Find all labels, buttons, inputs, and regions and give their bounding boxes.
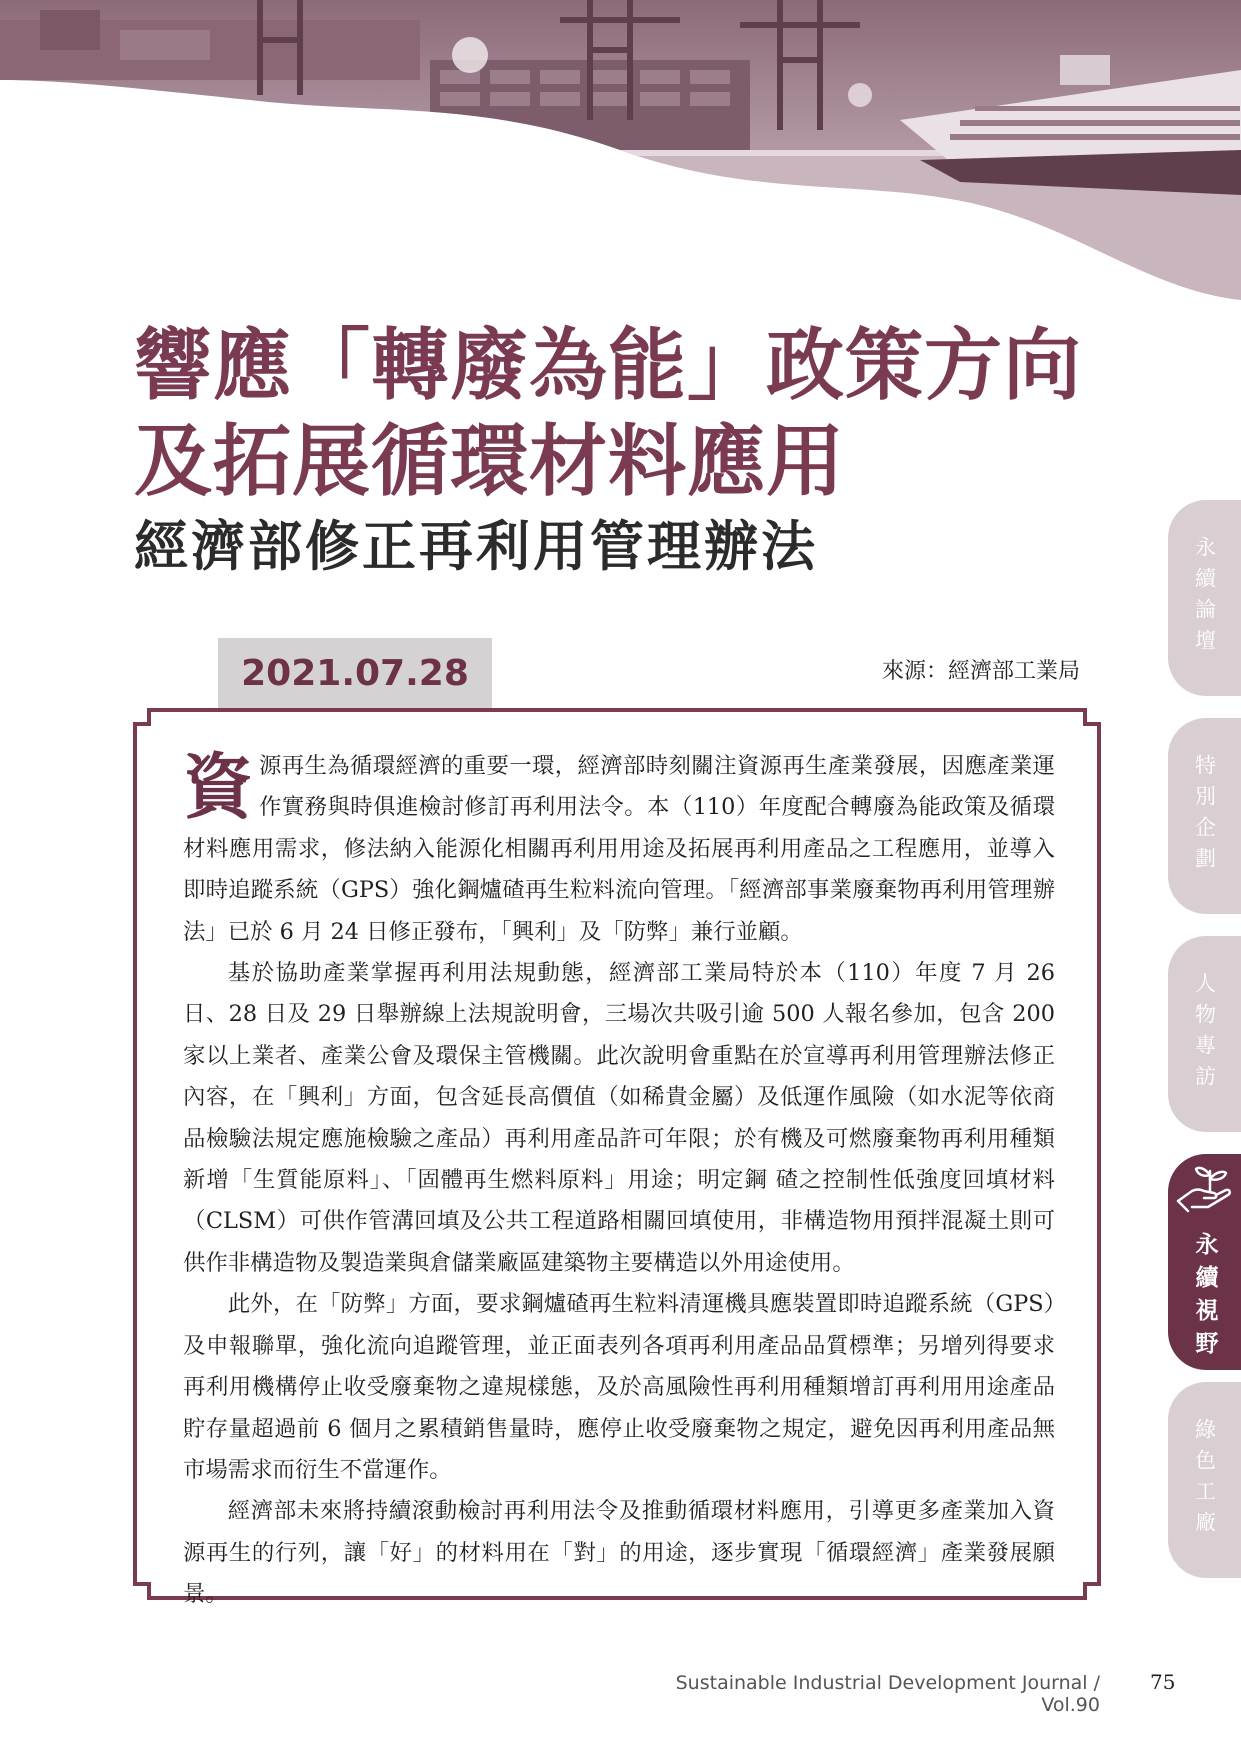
journal-footer: Sustainable Industrial Development Journal / Vol.90 <box>675 1672 1100 1716</box>
side-tab-label: 特別企劃 <box>1192 754 1217 878</box>
article-subtitle: 經濟部修正再利用管理辦法 <box>134 515 818 578</box>
port-and-cruise-ship-image <box>0 0 1241 310</box>
drop-cap: 資 <box>183 745 253 828</box>
article-title <box>134 318 1134 510</box>
publish-date: 2021.07.28 <box>218 638 492 708</box>
side-tab-interview[interactable] <box>1168 936 1241 1132</box>
frame-corner-bottom-left <box>133 1582 151 1600</box>
article-paragraph-1 <box>183 746 1055 953</box>
page-number: 75 <box>1150 1670 1176 1694</box>
header-photo-banner <box>0 0 1241 310</box>
frame-corner-top-left <box>133 708 151 726</box>
title-line-2: 及拓展循環材料應用 <box>134 417 846 507</box>
frame-corner-bottom-right <box>1083 1582 1101 1600</box>
side-tab-green-factory[interactable] <box>1168 1382 1241 1578</box>
side-tab-label: 永續視野 <box>1191 1231 1218 1364</box>
article-paragraph-4: 經濟部未來將持續滾動檢討再利用法令及推動循環材料應用，引導更多產業加入資源再生的行列，讓「好」的材料用在「對」的用途，逐步實現「循環經濟」產業發展願景。 <box>183 1498 1055 1608</box>
side-tab-sustainable-vision[interactable] <box>1168 1154 1241 1370</box>
side-tab-forum[interactable] <box>1168 500 1241 696</box>
side-tab-special-feature[interactable] <box>1168 718 1241 914</box>
article-paragraph-2: 基於協助產業掌握再利用法規動態，經濟部工業局特於本（110）年度 7 月 26 日、28 日及 29 日舉辦線上法規說明會，三場次共吸引逾 500 人報名參加，包含 200 家以上業者、產業公會及環保主管機關。此次說明會重點在於宣導再利用管理辦法修正內容，在「興利」方面，包含延長高價值（如稀貴金屬）及低運作風險（如水泥等依商品檢驗法規定應施檢驗之產品）再利用產品許可年限；於有機及可燃廢棄物再利用種類新增「生質能原料」、「固體再生燃料原料」用途；明定鋼 碴之控制性低強度回填材料（CLSM）可供作管溝回填及公共工程道路相關回填使用，非構造物用預拌混凝土則可供作非構造物及製造業與倉儲業廠區建築物主要構造以外用途使用。 <box>183 960 1055 1276</box>
title-line-1: 響應「轉廢為能」政策方向 <box>134 321 1083 411</box>
source-credit: 來源：經濟部工業局 <box>881 659 1080 684</box>
side-tab-label: 永續論壇 <box>1192 536 1217 660</box>
hand-plant-icon <box>1174 1161 1236 1224</box>
paragraph-text: 源再生為循環經濟的重要一環，經濟部時刻關注資源再生產業發展，因應產業運作實務與時俱進檢討修訂再利用法令。本（110）年度配合轉廢為能政策及循環材料應用需求，修法納入能源化相關再利用用途及拓展再利用產品之工程應用，並導入即時追蹤系統（GPS）強化鋼爐碴再生粒料流向管理。「經濟部事業廢棄物再利用管理辦法」已於 6 月 24 日修正發布，「興利」及「防弊」兼行並顧。 <box>183 753 1055 945</box>
article-paragraph-3: 此外，在「防弊」方面，要求鋼爐碴再生粒料清運機具應裝置即時追蹤系統（GPS）及申報聯單，強化流向追蹤管理，並正面表列各項再利用產品品質標準；另增列得要求再利用機構停止收受廢棄物之違規樣態，及於高風險性再利用種類增訂再利用用途產品貯存量超過前 6 個月之累積銷售量時，應停止收受廢棄物之規定，避免因再利用產品無市場需求而衍生不當運作。 <box>183 1291 1055 1483</box>
side-tab-label: 人物專訪 <box>1192 972 1217 1096</box>
side-tab-label: 綠色工廠 <box>1192 1418 1217 1542</box>
article-body <box>183 746 1055 1616</box>
frame-corner-top-right <box>1083 708 1101 726</box>
